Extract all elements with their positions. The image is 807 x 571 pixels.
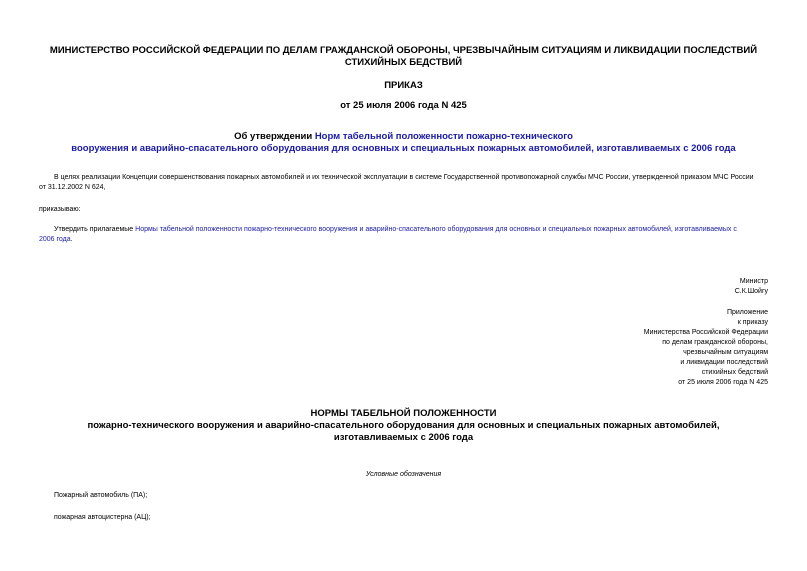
norms-link-approve-part2[interactable]: 2006 года	[39, 236, 71, 243]
appendix-line: чрезвычайным ситуациям	[683, 349, 768, 356]
norms-link-title-part2[interactable]: вооружения и аварийно-спасательного оборудования для основных и специальных пожарных автомобилей, изготавливаемых с 2006 года	[71, 143, 736, 154]
order-title-line1	[0, 131, 807, 143]
ministry-heading-line2: СТИХИЙНЫХ БЕДСТВИЙ	[344, 57, 463, 68]
order-date: от 25 июля 2006 года N 425	[340, 100, 467, 111]
appendix-line: стихийных бедствий	[701, 369, 768, 376]
order-word: ПРИКАЗ	[384, 80, 423, 91]
appendix-line: Министерства Российской Федерации	[643, 329, 768, 336]
order-verb: приказываю:	[39, 206, 81, 213]
norms-subtitle-line2: изготавливаемых с 2006 года	[333, 432, 474, 443]
appendix-line: Приложение	[726, 309, 768, 316]
legend-item: пожарная автоцистерна (АЦ);	[54, 514, 151, 521]
preamble-line1: В целях реализации Концепции совершенствования пожарных автомобилей и их технической эксплуатации в системе Государственной противопожарной службы МЧС России, утвержденной приказом МЧС России	[54, 174, 754, 181]
ministry-heading-line1: МИНИСТЕРСТВО РОССИЙСКОЙ ФЕДЕРАЦИИ ПО ДЕЛАМ ГРАЖДАНСКОЙ ОБОРОНЫ, ЧРЕЗВЫЧАЙНЫМ СИТУАЦИЯМ И ЛИКВИДАЦИИ ПОСЛЕДСТВИЙ	[49, 45, 758, 56]
approve-line1	[54, 225, 737, 235]
appendix-line: по делам гражданской обороны,	[662, 339, 768, 346]
norms-title: НОРМЫ ТАБЕЛЬНОЙ ПОЛОЖЕННОСТИ	[310, 408, 497, 419]
order-title-prefix: Об утверждении	[234, 131, 315, 142]
legend-item: Пожарный автомобиль (ПА);	[54, 492, 148, 499]
appendix-line: и ликвидации последствий	[680, 359, 768, 366]
preamble-line2: от 31.12.2002 N 624,	[39, 184, 106, 191]
approve-suffix: .	[70, 236, 73, 243]
appendix-line: от 25 июля 2006 года N 425	[678, 379, 768, 386]
signature-name: С.К.Шойгу	[734, 288, 768, 295]
norms-link-approve-part1[interactable]: Нормы табельной положенности пожарно-технического вооружения и аварийно-спасательного оборудования для основных и специальных пожарных автомобилей, изготавливаемых с	[135, 226, 737, 233]
norms-link-title-part1[interactable]: Норм табельной положенности пожарно-технического	[314, 131, 573, 142]
approve-prefix: Утвердить прилагаемые	[54, 226, 136, 233]
appendix-line: к приказу	[737, 319, 768, 326]
approve-line2	[39, 235, 73, 245]
signature-position: Министр	[739, 278, 768, 285]
legend-title: Условные обозначения	[365, 471, 442, 478]
norms-subtitle-line1: пожарно-технического вооружения и аварийно-спасательного оборудования для основных и специальных пожарных автомобилей,	[87, 420, 720, 431]
